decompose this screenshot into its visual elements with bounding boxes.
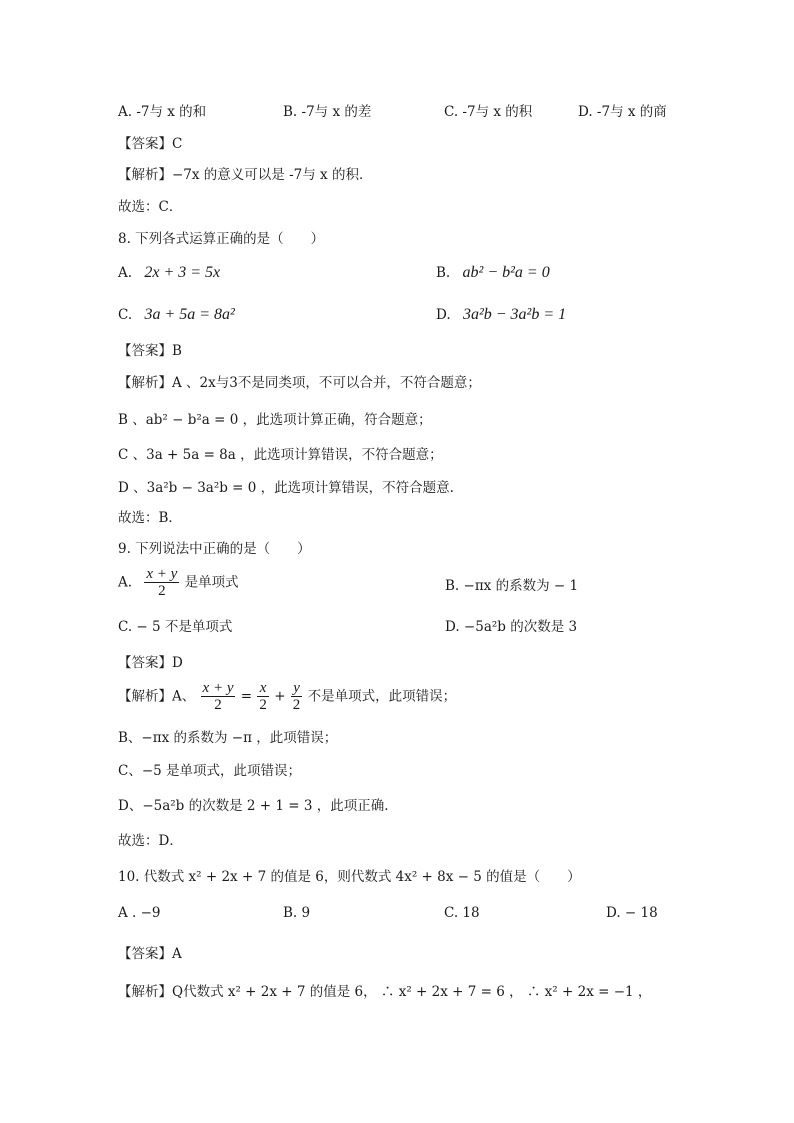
q9-option-a-fraction (144, 566, 179, 599)
q8-option-c-letter: C. (118, 307, 133, 323)
q9-analysis-fraction-1 (201, 680, 236, 713)
q9-option-a (118, 566, 239, 599)
q9-analysis-fraction-2-numerator: x (257, 680, 269, 697)
q8-option-d-expr: 3a²b − 3a²b = 1 (462, 306, 567, 323)
q8-option-c (118, 305, 235, 325)
q8-option-b-expr: ab² − b²a = 0 (462, 264, 550, 281)
q8-analysis-line-4: D 、3a²b − 3a²b = 0 ，此选项计算错误，不符合题意. (118, 480, 454, 496)
q9-option-a-letter: A. (118, 574, 133, 591)
q10-answer: 【答案】A (118, 946, 182, 962)
q9-option-b: B. −πx 的系数为 − 1 (445, 578, 579, 594)
q9-analysis-line-3: C、−5 是单项式，此项错误； (118, 763, 302, 779)
q9-option-c: C. − 5 不是单项式 (118, 619, 233, 635)
q10-option-b: B. 9 (283, 905, 311, 921)
q8-option-d (436, 305, 566, 325)
q8-option-d-letter: D. (436, 307, 451, 323)
q7-option-a: A. -7与 x 的和 (118, 104, 207, 120)
q7-answer: 【答案】C (118, 136, 183, 152)
q8-option-a-expr: 2x + 3 = 5x (144, 264, 221, 281)
q8-analysis-line-2: B 、ab² − b²a = 0 ，此选项计算正确，符合题意； (118, 412, 432, 428)
q8-option-a-letter: A. (118, 265, 133, 281)
q7-option-b: B. -7与 x 的差 (283, 104, 372, 120)
q9-stem: 9. 下列说法中正确的是（ ） (118, 541, 311, 557)
q7-conclusion: 故选：C． (118, 199, 183, 215)
q8-option-a (118, 263, 220, 283)
q9-analysis-fraction-3 (291, 680, 303, 713)
q9-analysis-fraction-2-denominator: 2 (259, 697, 267, 713)
q9-analysis-equals: = (240, 688, 253, 705)
q9-option-d: D. −5a²b 的次数是 3 (445, 619, 578, 635)
q9-analysis-line-1 (118, 680, 456, 713)
q9-option-a-numerator: x + y (146, 566, 178, 582)
q7-option-c: C. -7与 x 的积 (444, 104, 533, 120)
q9-analysis-fraction-1-numerator: x + y (202, 680, 234, 696)
q10-option-c: C. 18 (444, 905, 480, 921)
q9-analysis-plus: + (274, 688, 286, 705)
q9-analysis-fraction-2 (257, 680, 269, 713)
q8-analysis-line-1: 【解析】A 、2x与3不是同类项，不可以合并，不符合题意； (118, 375, 481, 391)
q10-option-a: A . −9 (118, 905, 161, 921)
q9-analysis-line-2: B、−πx 的系数为 −π ，此项错误； (118, 730, 338, 746)
q8-option-b (436, 263, 550, 283)
q9-option-a-text: 是单项式 (184, 574, 239, 591)
q8-conclusion: 故选：B． (118, 510, 182, 526)
q8-option-c-expr: 3a + 5a = 8a² (144, 306, 235, 323)
q8-analysis-line-3: C 、3a + 5a = 8a ，此选项计算错误，不符合题意； (118, 447, 443, 463)
q8-answer: 【答案】B (118, 343, 182, 359)
q9-analysis-fraction-3-numerator: y (291, 680, 303, 697)
q9-analysis-fraction-1-denominator: 2 (214, 697, 222, 713)
q9-analysis-prefix: 【解析】A、 (118, 688, 196, 705)
q9-answer: 【答案】D (118, 655, 183, 671)
q10-analysis: 【解析】Q代数式 x² + 2x + 7 的值是 6， ∴ x² + 2x + 7 = 6 ， ∴ x² + 2x = −1 ， (118, 984, 652, 1000)
q9-conclusion: 故选：D． (118, 833, 183, 849)
q9-analysis-line-4: D、−5a²b 的次数是 2 + 1 = 3 ，此项正确. (118, 798, 389, 814)
q9-analysis-fraction-3-denominator: 2 (292, 697, 301, 713)
q7-option-d: D. -7与 x 的商 (578, 104, 667, 120)
q10-stem: 10. 代数式 x² + 2x + 7 的值是 6，则代数式 4x² + 8x − 5 的值是（ ） (118, 869, 581, 885)
q10-option-d: D. − 18 (606, 905, 658, 921)
q8-stem: 8. 下列各式运算正确的是（ ） (118, 231, 325, 247)
q7-analysis: 【解析】−7x 的意义可以是 -7与 x 的积． (118, 167, 373, 183)
q9-option-a-denominator: 2 (158, 583, 166, 599)
q8-option-b-letter: B. (436, 265, 451, 281)
q9-analysis-suffix: 不是单项式，此项错误； (307, 688, 457, 705)
